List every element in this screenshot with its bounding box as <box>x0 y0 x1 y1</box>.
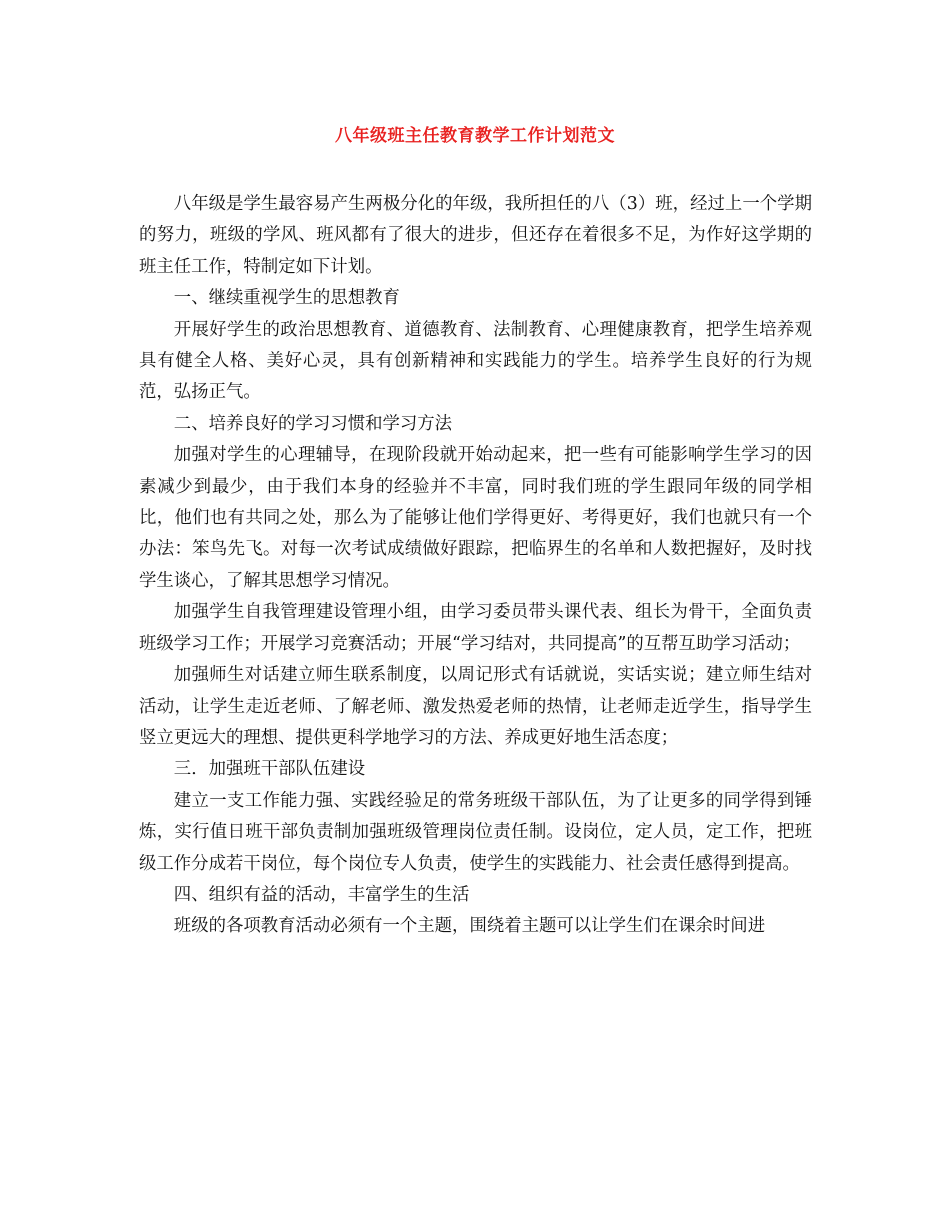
body-paragraph: 开展好学生的政治思想教育、道德教育、法制教育、心理健康教育，把学生培养观具有健全人格、美好心灵，具有创新精神和实践能力的学生。培养学生良好的行为规范，弘扬正气。 <box>139 319 812 403</box>
body-paragraph: 班级的各项教育活动必须有一个主题，围绕着主题可以让学生们在课余时间进 <box>173 916 766 937</box>
section-heading-3: 三．加强班干部队伍建设 <box>173 759 366 780</box>
document-title: 八年级班主任教育教学工作计划范文 <box>335 126 615 146</box>
section-heading-2: 二、培养良好的学习习惯和学习方法 <box>173 413 453 434</box>
body-paragraph: 加强对学生的心理辅导，在现阶段就开始动起来，把一些有可能影响学生学习的因素减少到最少，由于我们本身的经验并不丰富，同时我们班的学生跟同年级的同学相比，他们也有共同之处，那么为了能够让他们学得更好、考得更好，我们也就只有一个办法：笨鸟先飞。对每一次考试成绩做好跟踪，把临界生的名单和人数把握好，及时找学生谈心，了解其思想学习情况。 <box>139 445 812 591</box>
body-paragraph: 建立一支工作能力强、实践经验足的常务班级干部队伍，为了让更多的同学得到锤炼，实行值日班干部负责制加强班级管理岗位责任制。设岗位，定人员，定工作，把班级工作分成若干岗位，每个岗位专人负责，使学生的实践能力、社会责任感得到提高。 <box>139 790 812 874</box>
document-body <box>139 189 812 943</box>
section-heading-1: 一、继续重视学生的思想教育 <box>173 288 400 309</box>
intro-paragraph: 八年级是学生最容易产生两极分化的年级，我所担任的八（3）班，经过上一个学期的努力，班级的学风、班风都有了很大的进步，但还存在着很多不足，为作好这学期的班主任工作，特制定如下计划。 <box>139 194 812 277</box>
body-paragraph: 加强学生自我管理建设管理小组，由学习委员带头课代表、组长为骨干，全面负责班级学习工作；开展学习竞赛活动；开展“学习结对，共同提高”的互帮互助学习活动； <box>139 602 812 654</box>
body-paragraph: 加强师生对话建立师生联系制度，以周记形式有话就说，实话实说；建立师生结对活动，让学生走近老师、了解老师、激发热爱老师的热情，让老师走近学生，指导学生竖立更远大的理想、提供更科学地学习的方法、养成更好地生活态度； <box>139 665 812 748</box>
section-heading-4: 四、组织有益的活动，丰富学生的生活 <box>173 884 470 905</box>
